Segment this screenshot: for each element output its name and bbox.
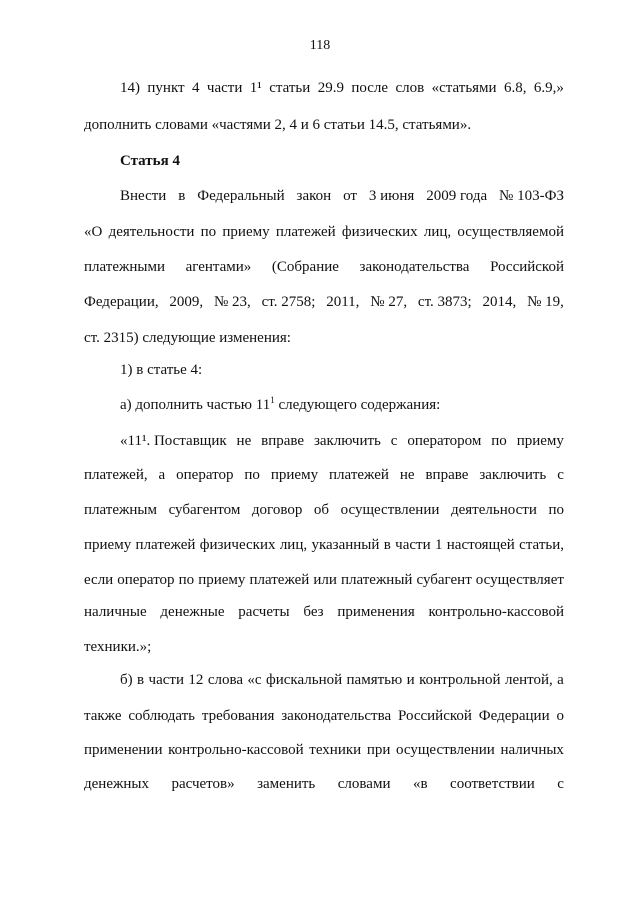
word: части	[148, 672, 184, 688]
word: настоящей	[446, 537, 515, 553]
word: 2009,	[169, 294, 204, 310]
word: платежным	[84, 502, 157, 518]
word: соответствии	[450, 776, 535, 792]
word: об	[313, 502, 330, 518]
word: заключить	[479, 467, 547, 483]
word: платежными	[84, 259, 165, 275]
word: также	[84, 708, 122, 724]
word: ст. 3873;	[417, 294, 472, 310]
word: по	[244, 467, 260, 483]
text-line	[84, 742, 564, 759]
word: осуществлении	[396, 742, 495, 758]
word: с	[557, 776, 564, 792]
text-line	[84, 572, 564, 589]
word: контрольно-кассовой	[168, 742, 304, 758]
word: а	[158, 467, 166, 483]
word: «О	[84, 224, 103, 240]
word: приему	[270, 467, 319, 483]
text-line	[120, 433, 564, 450]
word: не	[399, 467, 415, 483]
word: вправе	[425, 467, 469, 483]
word: 2009 года	[426, 188, 488, 204]
word: платежный	[340, 572, 413, 588]
word: наличные	[84, 604, 147, 620]
word: от	[343, 188, 357, 204]
word: по	[548, 502, 564, 518]
word: соблюдать	[128, 708, 196, 724]
superscript: 1	[270, 395, 275, 405]
text-line	[84, 294, 564, 311]
word: лиц,	[279, 537, 308, 553]
text-line	[84, 224, 564, 241]
word: 29.9	[317, 80, 344, 96]
word: или	[313, 572, 337, 588]
word: с	[390, 433, 398, 449]
word: 12	[188, 672, 204, 688]
word: контрольной	[419, 672, 501, 688]
word: применения	[337, 604, 415, 620]
word: лентой,	[504, 672, 553, 688]
word: заменить	[257, 776, 316, 792]
word: Федеральный	[197, 188, 285, 204]
text-line	[120, 397, 564, 414]
word: с	[557, 467, 564, 483]
word: применении	[84, 742, 163, 758]
word: № 23,	[214, 294, 251, 310]
word: расчеты	[238, 604, 290, 620]
word: Федерации,	[84, 294, 159, 310]
word: приему	[198, 572, 246, 588]
word: статьи	[269, 80, 311, 96]
word: памятью	[346, 672, 403, 688]
word: техники	[309, 742, 362, 758]
word: и	[406, 672, 415, 688]
word: 2014,	[482, 294, 517, 310]
word: приему	[516, 433, 564, 449]
word: пункт	[147, 80, 185, 96]
text-line	[84, 776, 564, 793]
word: слова	[207, 672, 243, 688]
word: «в	[412, 776, 428, 792]
word: платежей	[249, 572, 310, 588]
word: осуществлении	[340, 502, 440, 518]
word: слов	[395, 80, 425, 96]
text-line	[84, 502, 564, 519]
word: о	[556, 708, 564, 724]
text-line	[84, 467, 564, 484]
page-number: 118	[309, 38, 331, 53]
word: статьи,	[519, 537, 564, 553]
word: денежные	[160, 604, 225, 620]
word: № 103-ФЗ	[499, 188, 564, 204]
word: закон	[296, 188, 332, 204]
word: физических	[199, 537, 276, 553]
text-line: техники.»;	[84, 639, 152, 655]
word: части	[395, 537, 431, 553]
text-line: дополнить словами «частями 2, 4 и 6 статьи 14.5, статьями».	[84, 117, 472, 133]
word: требования	[201, 708, 275, 724]
word: агентами»	[185, 259, 252, 275]
word: по	[200, 224, 217, 240]
word: заключить	[313, 433, 381, 449]
word: словами	[337, 776, 391, 792]
text-line	[120, 188, 564, 205]
word: ст. 2758;	[261, 294, 316, 310]
word: платежей	[329, 467, 389, 483]
word: б)	[120, 672, 133, 688]
word: 1¹	[249, 80, 262, 96]
word: платежей	[275, 224, 336, 240]
word: № 27,	[370, 294, 408, 310]
text-line: ст. 2315) следующие изменения:	[84, 330, 291, 346]
word: по	[178, 572, 195, 588]
word: указанный	[311, 537, 380, 553]
word: лиц,	[423, 224, 452, 240]
word: осуществляет	[475, 572, 564, 588]
word: а	[557, 672, 564, 688]
word: «11¹. Поставщик	[120, 433, 227, 449]
word: Российской	[490, 259, 564, 275]
word: оператор	[117, 572, 175, 588]
word: деятельности	[108, 224, 195, 240]
text-line	[84, 259, 564, 276]
word: в	[383, 537, 391, 553]
word: Федерации	[478, 708, 550, 724]
word: контрольно-кассовой	[428, 604, 564, 620]
word: не	[236, 433, 252, 449]
word: 4	[192, 80, 200, 96]
word: платежей	[135, 537, 196, 553]
word: (Собрание	[271, 259, 339, 275]
word: в	[178, 188, 186, 204]
text-segment: а) дополнить частью 11	[120, 397, 271, 413]
word: № 19,	[527, 294, 564, 310]
word: наличных	[500, 742, 564, 758]
text-line: 1) в статье 4:	[120, 362, 203, 378]
word: оператор	[176, 467, 234, 483]
word: законодательства	[359, 259, 470, 275]
word: субагент	[416, 572, 472, 588]
word: вправе	[261, 433, 305, 449]
word: «статьями	[431, 80, 497, 96]
word: оператором	[407, 433, 482, 449]
word: законодательства	[281, 708, 392, 724]
text-line	[84, 604, 564, 621]
word: 2011,	[326, 294, 360, 310]
word: 6.8,	[503, 80, 527, 96]
text-line	[84, 708, 564, 725]
word: 14)	[120, 80, 140, 96]
word: деятельности	[450, 502, 537, 518]
word: осуществляемой	[457, 224, 564, 240]
text-segment: следующего содержания:	[274, 397, 441, 413]
word: Российской	[397, 708, 472, 724]
word: расчетов»	[171, 776, 235, 792]
word: субагентом	[168, 502, 241, 518]
word: денежных	[84, 776, 149, 792]
word: 1	[434, 537, 443, 553]
word: «с	[247, 672, 262, 688]
word: по	[491, 433, 507, 449]
text-line	[120, 80, 564, 97]
word: после	[351, 80, 389, 96]
word: без	[303, 604, 324, 620]
word: части	[206, 80, 243, 96]
word: 3 июня	[368, 188, 415, 204]
word: договор	[251, 502, 303, 518]
word: если	[84, 572, 114, 588]
word: приему	[222, 224, 270, 240]
text-line	[120, 672, 564, 689]
word: фискальной	[265, 672, 343, 688]
word: Внести	[120, 188, 167, 204]
word: физических	[341, 224, 418, 240]
word: 6.9,»	[533, 80, 564, 96]
word: в	[137, 672, 145, 688]
word: платежей,	[84, 467, 148, 483]
article-heading: Статья 4	[120, 153, 180, 169]
word: при	[366, 742, 391, 758]
word: приему	[84, 537, 132, 553]
text-line	[84, 537, 564, 554]
